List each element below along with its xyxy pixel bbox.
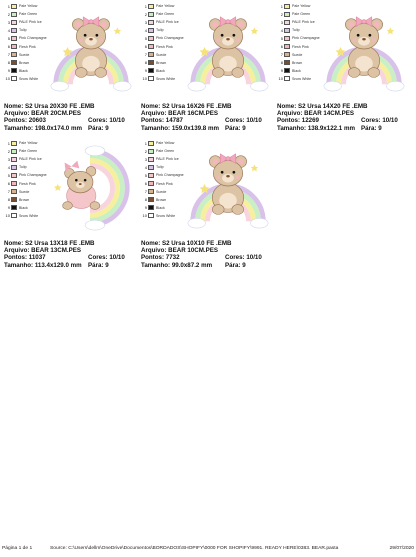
- color-swatch: [148, 141, 154, 146]
- design-colors: Cores: 10/10: [88, 254, 125, 262]
- color-palette: [141, 139, 187, 220]
- design-info: [277, 103, 413, 132]
- palette-row: 3 PALE Pink Ice: [144, 156, 179, 162]
- color-palette: [141, 2, 187, 83]
- design-card-1: [4, 2, 140, 130]
- palette-row: 7 Suede: [7, 52, 30, 58]
- color-swatch: [11, 4, 17, 9]
- design-info: [141, 103, 277, 132]
- design-colors: Cores: 10/10: [88, 117, 125, 125]
- color-swatch: [11, 44, 17, 49]
- color-swatch: [284, 36, 290, 41]
- design-colors: Cores: 10/10: [225, 117, 262, 125]
- design-file: Arquivo: BEAR 10CM.PES: [141, 247, 219, 255]
- color-swatch: [11, 213, 17, 218]
- palette-row: 4 Tulip: [144, 164, 164, 170]
- palette-row: 9 Black: [7, 68, 28, 74]
- page-number: Página 1 de 1: [2, 546, 33, 551]
- color-swatch: [11, 36, 17, 41]
- color-palette: [277, 2, 323, 83]
- palette-row: 1 Pale Yellow: [280, 3, 311, 9]
- color-swatch: [148, 157, 154, 162]
- palette-row: 5 Pink Champagne: [144, 35, 184, 41]
- palette-row: 7 Suede: [280, 52, 303, 58]
- color-swatch: [148, 149, 154, 154]
- palette-row: 4 Tulip: [7, 164, 27, 170]
- color-swatch: [11, 173, 17, 178]
- palette-row: 6 Flesh Pink: [144, 181, 173, 187]
- color-swatch: [11, 165, 17, 170]
- design-stops: Pára: 9: [88, 124, 109, 132]
- palette-row: 8 Brown: [144, 197, 167, 203]
- color-swatch: [148, 76, 154, 81]
- page-footer: [0, 546, 416, 555]
- palette-row: 7 Suede: [144, 189, 167, 195]
- palette-row: 8 Brown: [7, 60, 30, 66]
- color-swatch: [148, 28, 154, 33]
- palette-row: 4 Tulip: [7, 27, 27, 33]
- palette-row: 4 Tulip: [144, 27, 164, 33]
- design-info: [141, 240, 277, 269]
- bear-design-preview: [46, 4, 136, 94]
- design-card-4: [4, 139, 140, 267]
- palette-row: 1 Pale Yellow: [144, 140, 175, 146]
- color-swatch: [148, 189, 154, 194]
- color-swatch: [148, 36, 154, 41]
- palette-row: 7 Suede: [144, 52, 167, 58]
- palette-row: 8 Brown: [7, 197, 30, 203]
- design-name: Nome: S2 Ursa 13X18 FE .EMB: [4, 240, 95, 247]
- palette-row: 5 Pink Champagne: [7, 35, 47, 41]
- design-info: [4, 103, 140, 132]
- design-stitches: Pontos: 11037: [4, 254, 46, 262]
- design-file: Arquivo: BEAR 20CM.PES: [4, 110, 82, 118]
- color-swatch: [284, 60, 290, 65]
- palette-row: 10 Snow White: [278, 76, 312, 82]
- color-swatch: [148, 173, 154, 178]
- design-colors: Cores: 10/10: [361, 117, 398, 125]
- source-path: Source: C:\Users\dellm\OneDrive\Documentos\BORDADOS\SHOPIFY\0000 FOR SHOPIFY\9991. READY HERE\0383. BEAR.pasta: [50, 546, 339, 551]
- palette-row: 5 Pink Champagne: [144, 172, 184, 178]
- design-stitches: Pontos: 12269: [277, 117, 319, 125]
- palette-row: 2 Pale Green: [144, 11, 175, 17]
- palette-row: 1 Pale Yellow: [144, 3, 175, 9]
- color-swatch: [148, 213, 154, 218]
- palette-row: 10 Snow White: [142, 76, 176, 82]
- design-card-3: [277, 2, 413, 130]
- palette-row: 2 Pale Green: [7, 11, 38, 17]
- color-swatch: [284, 52, 290, 57]
- palette-row: 9 Black: [144, 205, 165, 211]
- design-name: Nome: S2 Ursa 16X26 FE .EMB: [141, 103, 232, 110]
- color-swatch: [148, 4, 154, 9]
- color-swatch: [284, 4, 290, 9]
- palette-row: 8 Brown: [144, 60, 167, 66]
- design-stitches: Pontos: 14787: [141, 117, 183, 125]
- color-swatch: [148, 60, 154, 65]
- design-info: [4, 240, 140, 269]
- palette-row: 3 PALE Pink Ice: [7, 156, 42, 162]
- palette-row: 5 Pink Champagne: [280, 35, 320, 41]
- bear-design-preview: [183, 141, 273, 231]
- color-swatch: [11, 28, 17, 33]
- color-swatch: [11, 189, 17, 194]
- palette-row: 9 Black: [280, 68, 301, 74]
- design-size: Tamanho: 99.0x87.2 mm: [141, 261, 213, 269]
- palette-row: 5 Pink Champagne: [7, 172, 47, 178]
- color-palette: [4, 2, 50, 83]
- design-file: Arquivo: BEAR 14CM.PES: [277, 110, 355, 118]
- design-stitches: Pontos: 7732: [141, 254, 180, 262]
- color-swatch: [148, 165, 154, 170]
- design-card-2: [141, 2, 277, 130]
- color-swatch: [11, 149, 17, 154]
- color-swatch: [148, 52, 154, 57]
- design-colors: Cores: 10/10: [225, 254, 262, 262]
- color-swatch: [148, 205, 154, 210]
- color-swatch: [284, 76, 290, 81]
- design-stitches: Pontos: 20603: [4, 117, 46, 125]
- color-swatch: [11, 68, 17, 73]
- color-swatch: [148, 181, 154, 186]
- color-swatch: [148, 12, 154, 17]
- color-swatch: [284, 28, 290, 33]
- color-swatch: [148, 20, 154, 25]
- palette-row: 3 PALE Pink Ice: [280, 19, 315, 25]
- color-swatch: [284, 12, 290, 17]
- palette-row: 10 Snow White: [5, 213, 39, 219]
- palette-row: 4 Tulip: [280, 27, 300, 33]
- palette-row: 7 Suede: [7, 189, 30, 195]
- design-stops: Pára: 9: [361, 124, 382, 132]
- color-swatch: [11, 181, 17, 186]
- palette-row: 3 PALE Pink Ice: [7, 19, 42, 25]
- color-palette: [4, 139, 50, 220]
- color-swatch: [284, 44, 290, 49]
- palette-row: 6 Flesh Pink: [280, 44, 309, 50]
- design-size: Tamanho: 159.0x139.8 mm: [141, 124, 219, 132]
- bear-design-preview: [183, 4, 273, 94]
- color-swatch: [11, 76, 17, 81]
- color-swatch: [148, 44, 154, 49]
- design-size: Tamanho: 138.9x122.1 mm: [277, 124, 355, 132]
- palette-row: 9 Black: [7, 205, 28, 211]
- design-name: Nome: S2 Ursa 20X30 FE .EMB: [4, 103, 95, 110]
- color-swatch: [11, 12, 17, 17]
- color-swatch: [11, 141, 17, 146]
- design-size: Tamanho: 198.0x174.0 mm: [4, 124, 82, 132]
- palette-row: 6 Flesh Pink: [144, 44, 173, 50]
- color-swatch: [11, 157, 17, 162]
- palette-row: 2 Pale Green: [7, 148, 38, 154]
- design-size: Tamanho: 113.4x129.0 mm: [4, 261, 82, 269]
- bear-design-preview: [46, 141, 136, 231]
- design-stops: Pára: 9: [225, 261, 246, 269]
- design-file: Arquivo: BEAR 16CM.PES: [141, 110, 219, 118]
- palette-row: 8 Brown: [280, 60, 303, 66]
- color-swatch: [11, 197, 17, 202]
- palette-row: 1 Pale Yellow: [7, 140, 38, 146]
- palette-row: 2 Pale Green: [280, 11, 311, 17]
- bear-design-preview: [319, 4, 409, 94]
- palette-row: 2 Pale Green: [144, 148, 175, 154]
- palette-row: 1 Pale Yellow: [7, 3, 38, 9]
- design-card-5: [141, 139, 277, 267]
- color-swatch: [11, 60, 17, 65]
- palette-row: 10 Snow White: [142, 213, 176, 219]
- color-swatch: [148, 68, 154, 73]
- color-swatch: [11, 52, 17, 57]
- color-swatch: [11, 205, 17, 210]
- color-swatch: [11, 20, 17, 25]
- palette-row: 6 Flesh Pink: [7, 181, 36, 187]
- palette-row: 10 Snow White: [5, 76, 39, 82]
- palette-row: 3 PALE Pink Ice: [144, 19, 179, 25]
- color-swatch: [148, 197, 154, 202]
- design-name: Nome: S2 Ursa 10X10 FE .EMB: [141, 240, 232, 247]
- design-file: Arquivo: BEAR 13CM.PES: [4, 247, 82, 255]
- design-stops: Pára: 9: [225, 124, 246, 132]
- palette-row: 9 Black: [144, 68, 165, 74]
- design-stops: Pára: 9: [88, 261, 109, 269]
- print-date: 29/07/2020: [389, 546, 414, 551]
- design-name: Nome: S2 Ursa 14X20 FE .EMB: [277, 103, 368, 110]
- color-swatch: [284, 20, 290, 25]
- color-swatch: [284, 68, 290, 73]
- palette-row: 6 Flesh Pink: [7, 44, 36, 50]
